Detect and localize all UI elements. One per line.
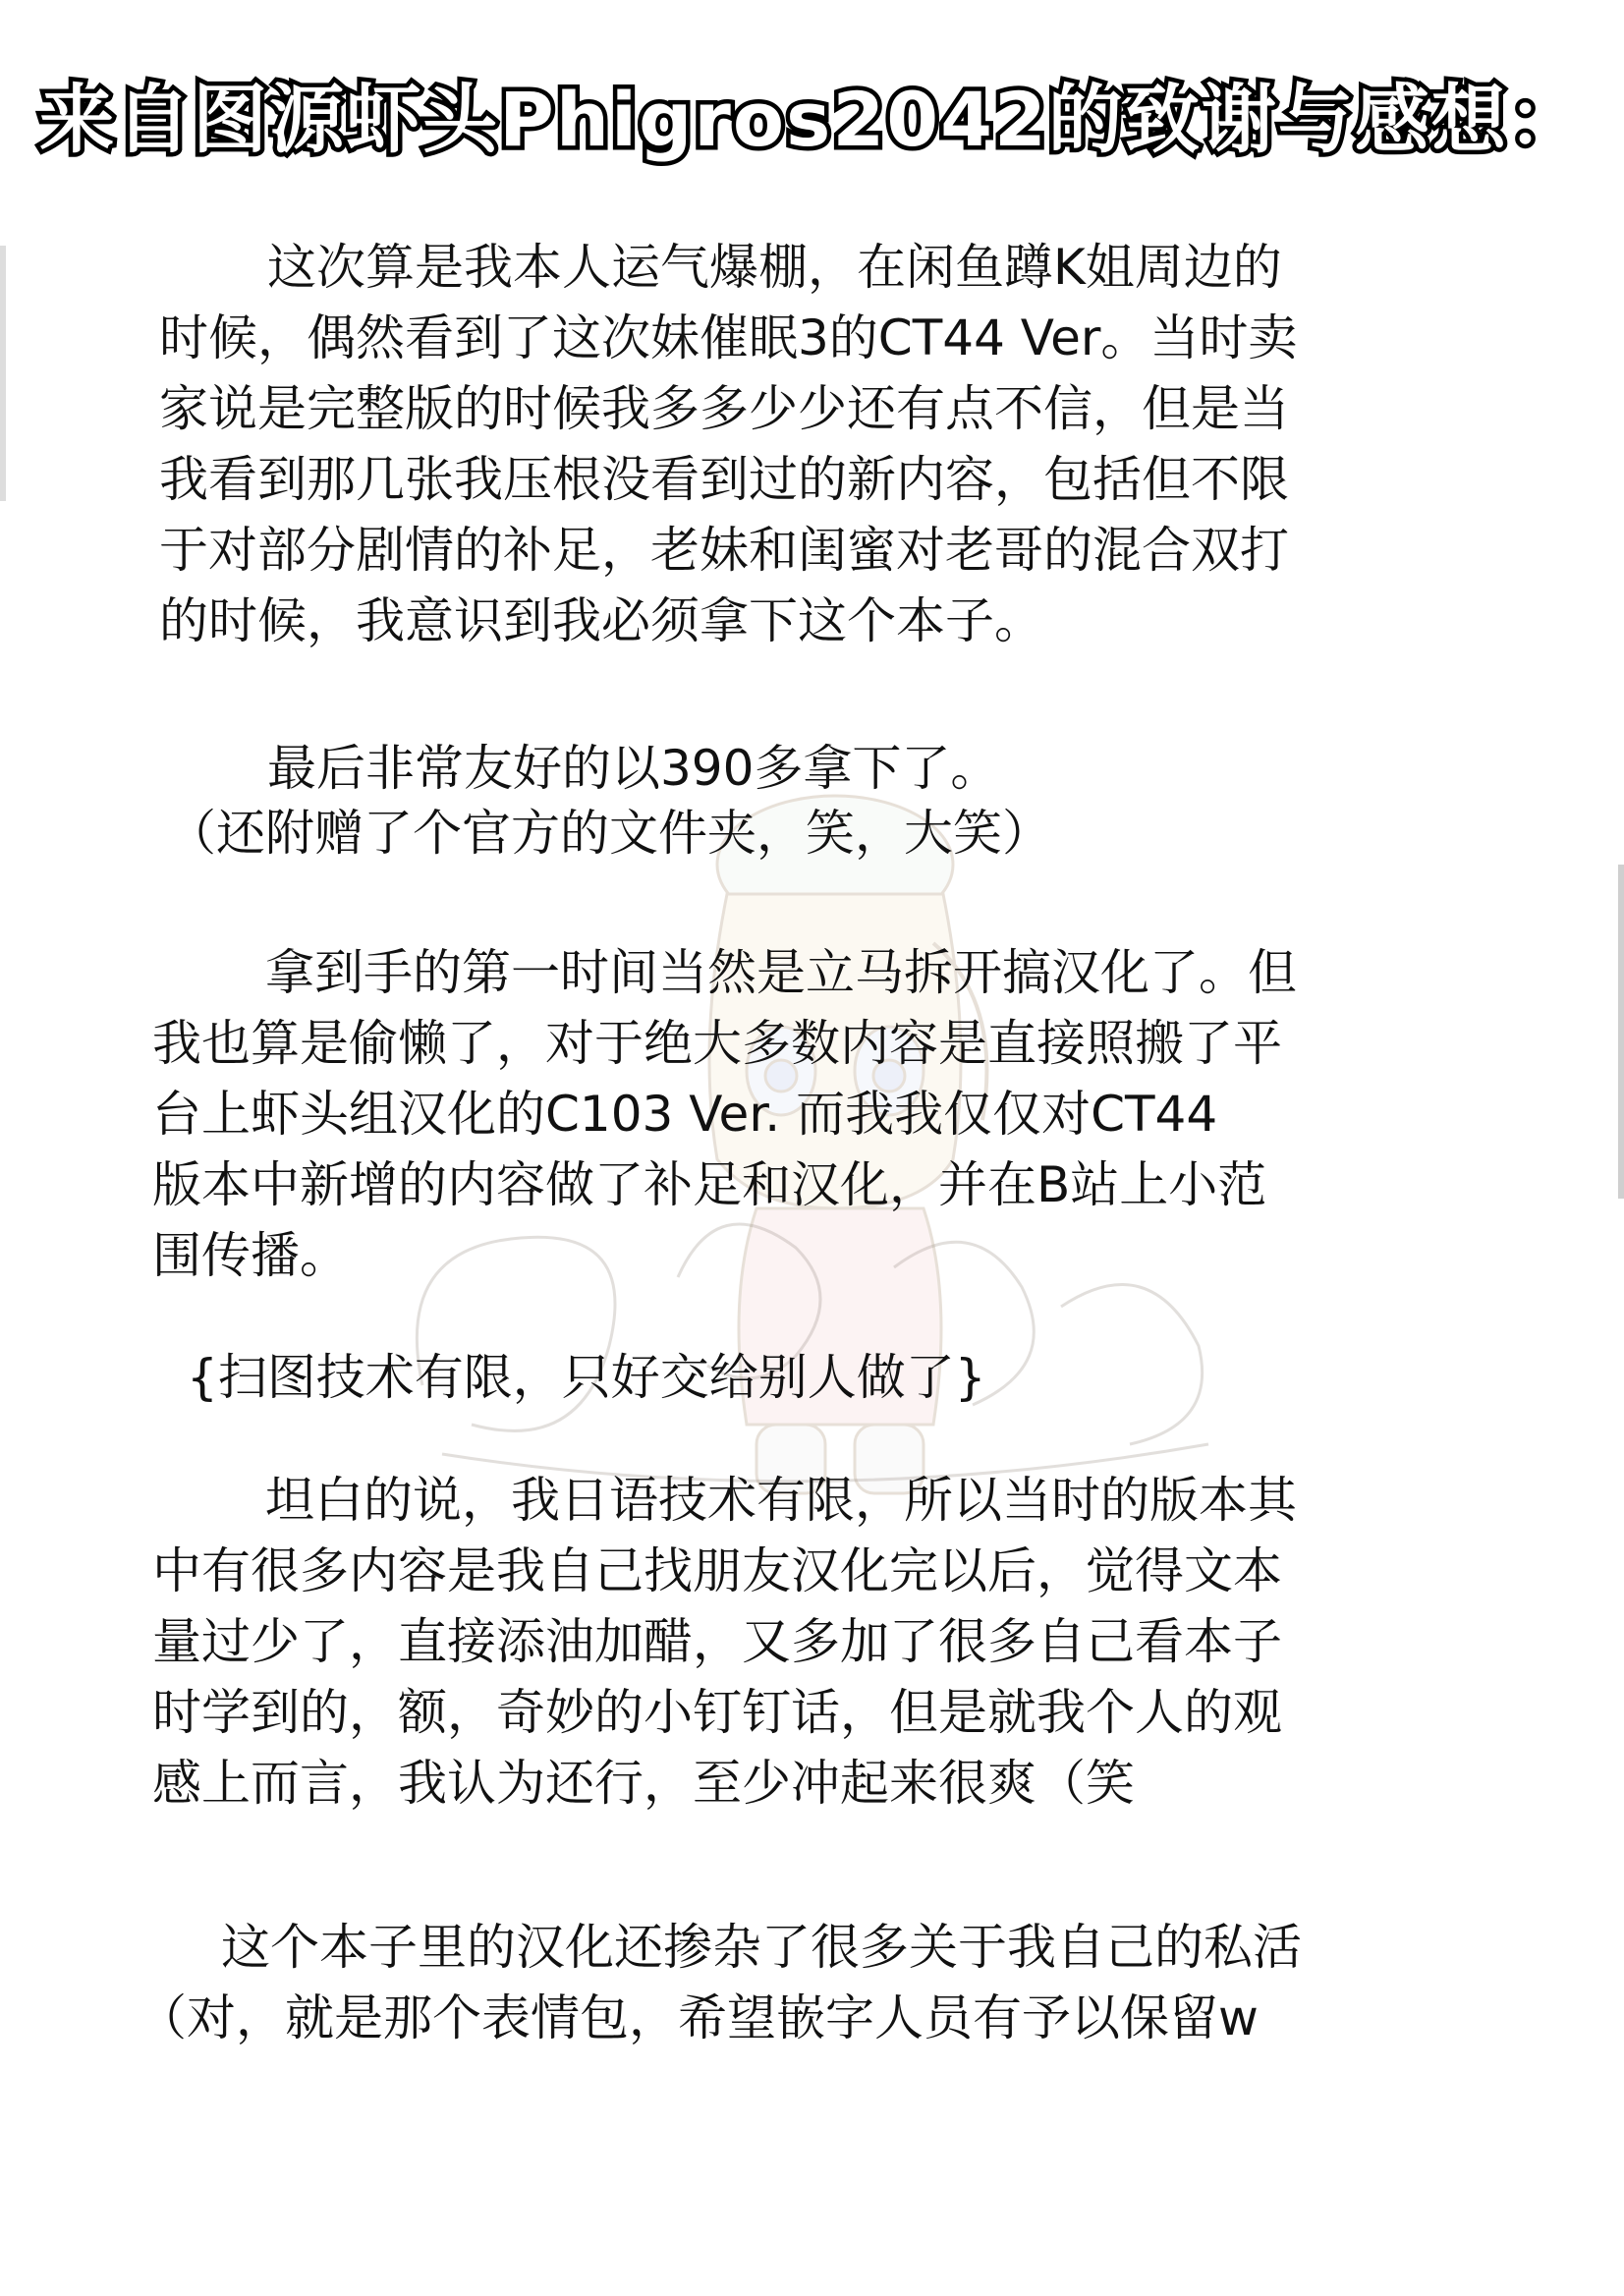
body-line: 我也算是偷懒了，对于绝大多数内容是直接照搬了平 — [152, 1015, 1282, 1072]
body-line: 的时候，我意识到我必须拿下这个本子。 — [159, 592, 1043, 649]
body-line: 中有很多内容是我自己找朋友汉化完以后，觉得文本 — [152, 1542, 1282, 1599]
body-line: 版本中新增的内容做了补足和汉化，并在B站上小范 — [152, 1156, 1267, 1213]
page-edge-shadow-left — [0, 246, 6, 501]
body-line: （还附赠了个官方的文件夹，笑，大笑） — [167, 805, 1051, 862]
page-title: 来自图源虾头Phigros2042的致谢与感想： — [39, 76, 1585, 163]
body-line: （对，就是那个表情包，希望嵌字人员有予以保留w — [138, 1989, 1259, 2046]
body-line: 量过少了，直接添油加醋，又多加了很多自己看本子 — [152, 1613, 1282, 1670]
body-line: 感上而言，我认为还行，至少冲起来很爽（笑 — [152, 1755, 1135, 1812]
body-line: 时候，偶然看到了这次妹催眠3的CT44 Ver。当时卖 — [159, 309, 1298, 366]
body-line: 于对部分剧情的补足，老妹和闺蜜对老哥的混合双打 — [159, 522, 1289, 579]
body-line: 这个本子里的汉化还掺杂了很多关于我自己的私活 — [221, 1919, 1302, 1976]
body-line: 我看到那几张我压根没看到过的新内容，包括但不限 — [159, 451, 1289, 508]
body-line: 家说是完整版的时候我多多少少还有点不信，但是当 — [159, 380, 1289, 437]
body-line: 围传播。 — [152, 1227, 349, 1284]
body-line: 拿到手的第一时间当然是立马拆开搞汉化了。但 — [265, 944, 1297, 1001]
page-edge-shadow-right — [1618, 865, 1624, 1199]
body-line: 这次算是我本人运气爆棚，在闲鱼蹲K姐周边的 — [267, 239, 1282, 296]
body-line: 台上虾头组汉化的C103 Ver. 而我我仅仅对CT44 — [152, 1086, 1218, 1143]
body-line: {扫图技术有限，只好交给别人做了} — [187, 1349, 986, 1406]
body-line: 时学到的，额，奇妙的小钉钉话，但是就我个人的观 — [152, 1684, 1282, 1741]
body-line: 最后非常友好的以390多拿下了。 — [267, 740, 1000, 797]
body-line: 坦白的说，我日语技术有限，所以当时的版本其 — [265, 1472, 1297, 1529]
